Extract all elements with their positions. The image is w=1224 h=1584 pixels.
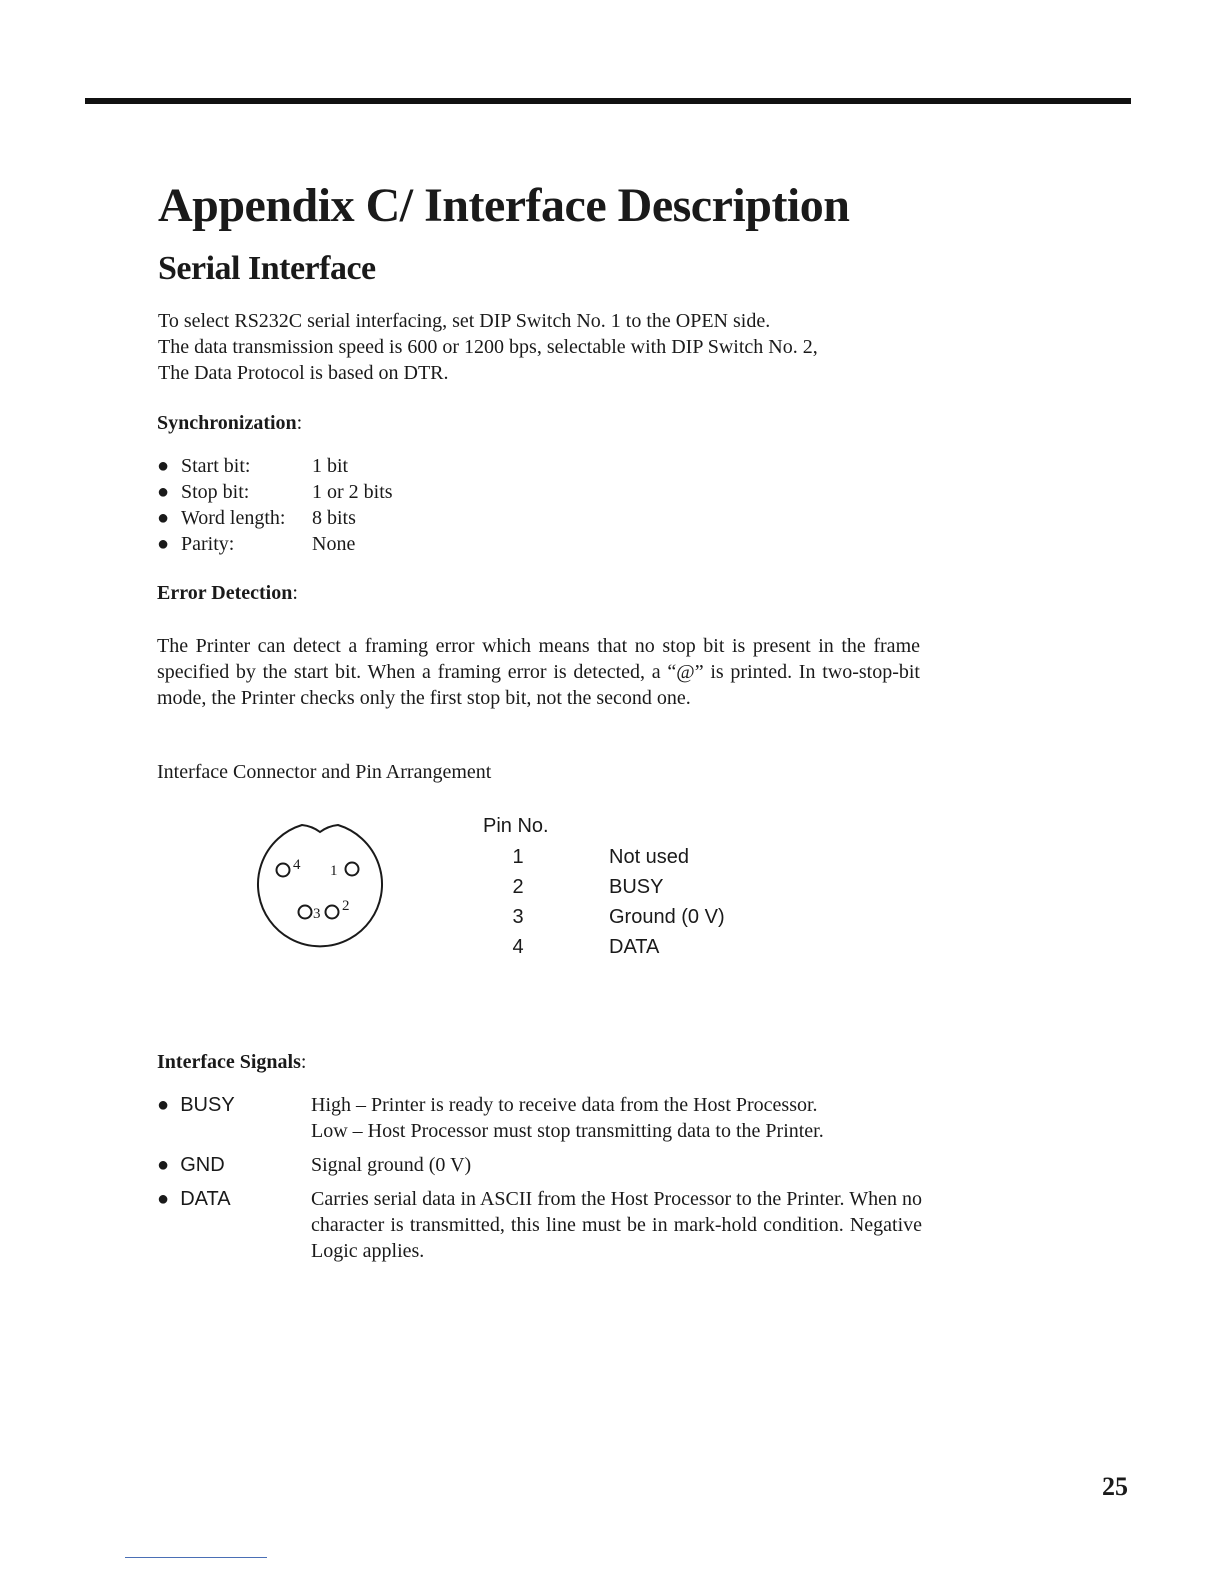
item-value: 1 bit bbox=[312, 455, 349, 477]
synchronization-list bbox=[157, 453, 393, 557]
pin-hole-3 bbox=[299, 906, 312, 919]
connector-heading: Interface Connector and Pin Arrangement bbox=[157, 761, 492, 783]
pin-description: DATA bbox=[609, 936, 660, 958]
list-item bbox=[157, 479, 393, 505]
pin-label-2: 2 bbox=[342, 898, 350, 914]
pin-number: 4 bbox=[512, 936, 524, 958]
item-key: Start bit: bbox=[181, 455, 251, 477]
label-colon: : bbox=[296, 412, 303, 434]
interface-signals-list bbox=[157, 1092, 922, 1272]
item-key: Stop bit: bbox=[181, 481, 250, 503]
list-item bbox=[157, 453, 393, 479]
signal-description: Signal ground (0 V) bbox=[311, 1154, 472, 1176]
signal-description: Carries serial data in ASCII from the Host Processor to the Printer. When no character is transmitted, this line must be in mark-hold condition. Negative Logic applies. bbox=[311, 1188, 922, 1262]
pin-number: 3 bbox=[512, 906, 524, 928]
item-value: 1 or 2 bits bbox=[312, 481, 393, 503]
label-colon: : bbox=[292, 582, 298, 604]
pin-number: 1 bbox=[512, 846, 524, 868]
signal-name bbox=[157, 1186, 311, 1264]
bullet-icon: ● bbox=[157, 507, 170, 529]
busy-high-line: High – Printer is ready to receive data from the Host Processor. bbox=[311, 1094, 818, 1116]
pin-description: Not used bbox=[609, 846, 690, 868]
table-row bbox=[483, 932, 725, 962]
error-detection-label-text: Error Detection bbox=[157, 582, 293, 604]
item-key: Word length: bbox=[181, 507, 286, 529]
busy-low-line: Low – Host Processor must stop transmitting data to the Printer. bbox=[311, 1120, 824, 1142]
signal-busy bbox=[157, 1092, 922, 1144]
synchronization-label bbox=[157, 412, 302, 435]
intro-line: The data transmission speed is 600 or 1200 bps, selectable with DIP Switch No. 2, bbox=[158, 336, 818, 358]
signal-data bbox=[157, 1186, 922, 1264]
item-value: None bbox=[312, 533, 356, 555]
list-item bbox=[157, 531, 393, 557]
table-row bbox=[483, 842, 725, 872]
pin-description: BUSY bbox=[609, 876, 664, 898]
signal-description bbox=[311, 1092, 922, 1144]
signal-gnd bbox=[157, 1152, 922, 1178]
table-row bbox=[483, 872, 725, 902]
signal-name-text: DATA bbox=[180, 1188, 231, 1210]
interface-signals-label-text: Interface Signals bbox=[157, 1051, 301, 1073]
synchronization-label-text: Synchronization bbox=[157, 412, 297, 434]
connector-outline bbox=[258, 825, 382, 946]
bullet-icon: ● bbox=[157, 1154, 170, 1176]
pin-hole-4 bbox=[277, 864, 290, 877]
interface-signals-label bbox=[157, 1051, 306, 1074]
pin-hole-2 bbox=[326, 906, 339, 919]
pin-label-1: 1 bbox=[330, 863, 338, 879]
pin-table-header: Pin No. bbox=[483, 815, 549, 837]
error-detection-label bbox=[157, 582, 298, 605]
pin-hole-1 bbox=[346, 863, 359, 876]
pin-description: Ground (0 V) bbox=[609, 906, 725, 928]
bullet-icon: ● bbox=[157, 481, 170, 503]
list-item bbox=[157, 505, 393, 531]
page-title: Appendix C/ Interface Description bbox=[158, 179, 850, 232]
bullet-icon: ● bbox=[157, 1094, 170, 1116]
bullet-icon: ● bbox=[157, 533, 170, 555]
intro-paragraph bbox=[158, 308, 938, 386]
bottom-rule bbox=[125, 1557, 267, 1558]
bullet-icon: ● bbox=[157, 455, 170, 477]
item-key: Parity: bbox=[181, 533, 235, 555]
pin-number: 2 bbox=[512, 876, 524, 898]
label-colon: : bbox=[300, 1051, 307, 1073]
section-title: Serial Interface bbox=[158, 250, 376, 287]
page-number: 25 bbox=[1102, 1472, 1128, 1501]
signal-name-text: GND bbox=[180, 1154, 225, 1176]
signal-name bbox=[157, 1092, 311, 1144]
pin-label-4: 4 bbox=[293, 857, 301, 873]
item-value: 8 bits bbox=[312, 507, 356, 529]
pin-label-3: 3 bbox=[313, 906, 321, 922]
intro-line: The Data Protocol is based on DTR. bbox=[158, 362, 449, 384]
signal-name bbox=[157, 1152, 311, 1178]
connector-diagram bbox=[250, 812, 390, 952]
top-rule bbox=[85, 98, 1131, 104]
bullet-icon: ● bbox=[157, 1188, 170, 1210]
intro-line: To select RS232C serial interfacing, set DIP Switch No. 1 to the OPEN side. bbox=[158, 310, 771, 332]
pin-table bbox=[483, 812, 725, 962]
error-detection-paragraph: The Printer can detect a framing error which means that no stop bit is present in the frame specified by the start bit. When a framing error is detected, a “@” is printed. In two-stop-bit mode, the Printer checks only the first stop bit, not the second one. bbox=[157, 635, 920, 709]
table-row bbox=[483, 902, 725, 932]
signal-name-text: BUSY bbox=[180, 1094, 235, 1116]
